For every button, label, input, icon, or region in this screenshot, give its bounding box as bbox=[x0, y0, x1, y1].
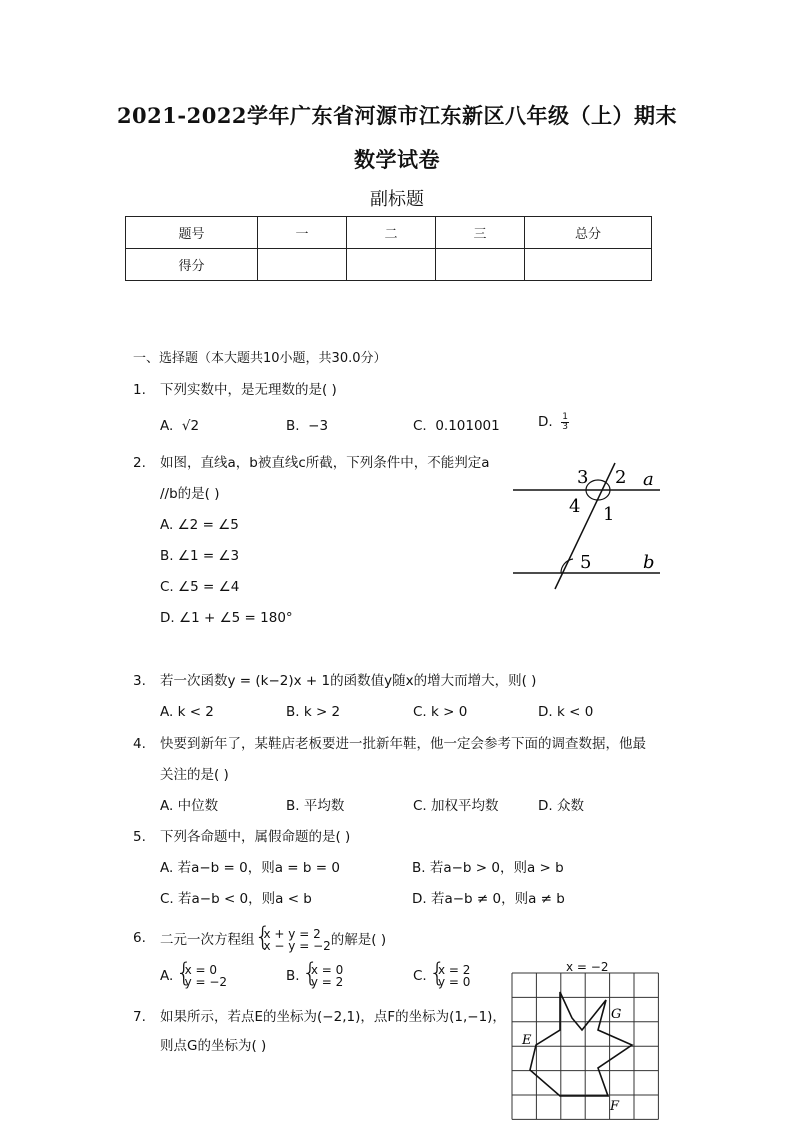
score-input-cell bbox=[525, 249, 652, 281]
question-stem: 快要到新年了，某鞋店老板要进一批新年鞋，他一定会参考下面的调查数据，他最 bbox=[160, 736, 646, 752]
question-number: 3. bbox=[133, 673, 146, 689]
question-number: 5. bbox=[133, 829, 146, 845]
question-stem: 下列各命题中，属假命题的是( ) bbox=[160, 829, 351, 845]
equation-1: { x + y = 2 bbox=[263, 927, 321, 941]
option-label: C. bbox=[413, 968, 427, 984]
option-d: D. 众数 bbox=[538, 798, 584, 814]
question-number: 4. bbox=[133, 736, 146, 752]
question-stem-cont: 关注的是( ) bbox=[160, 767, 229, 783]
question-number: 2. bbox=[133, 455, 146, 471]
score-table bbox=[125, 216, 652, 281]
score-cell: 题号 bbox=[126, 217, 258, 249]
figure-label-5: 5 bbox=[580, 552, 592, 573]
point-label-e: E bbox=[522, 1033, 532, 1048]
option-a: A. k < 2 bbox=[160, 704, 214, 720]
option-value: 0.101001 bbox=[435, 418, 500, 434]
option-system bbox=[431, 964, 470, 988]
question-stem-cont: //b的是( ) bbox=[160, 486, 220, 502]
option-b: B. k > 2 bbox=[286, 704, 341, 720]
option-eq-2: y = 0 bbox=[438, 975, 471, 989]
score-input-cell bbox=[258, 249, 347, 281]
coordinate-grid bbox=[512, 973, 658, 1119]
score-table-score-row bbox=[126, 249, 652, 281]
grid-star-figure bbox=[505, 968, 665, 1123]
option-c: C. 加权平均数 bbox=[413, 798, 499, 814]
option-c: C. ∠5 = ∠4 bbox=[160, 579, 240, 595]
question-number: 7. bbox=[133, 1009, 146, 1025]
option-label: B. bbox=[286, 968, 300, 984]
question-stem: 若一次函数y = (k−2)x + 1的函数值y随x的增大而增大，则( ) bbox=[160, 673, 537, 689]
fraction-denominator: 3 bbox=[562, 421, 569, 432]
option-b bbox=[286, 964, 343, 988]
fraction bbox=[561, 413, 569, 432]
option-value: −3 bbox=[308, 418, 329, 434]
figure-label-a: a bbox=[643, 469, 654, 490]
score-table-header-row bbox=[126, 217, 652, 249]
parallel-lines-figure bbox=[505, 455, 665, 595]
paper-title-line2: 数学试卷 bbox=[354, 147, 440, 172]
question-stem: 如图，直线a，b被直线c所截，下列条件中，不能判定a bbox=[160, 455, 490, 471]
option-value: √2 bbox=[181, 418, 200, 434]
option-d: D. k < 0 bbox=[538, 704, 594, 720]
option-a bbox=[160, 964, 227, 988]
option-b: B. 若a−b > 0，则a > b bbox=[412, 860, 564, 876]
option-eq-1: { x = 0 bbox=[310, 963, 344, 977]
option-b: B. −3 bbox=[286, 418, 329, 434]
figure-label-2: 2 bbox=[615, 467, 627, 488]
equation-2: x − y = −2 bbox=[263, 939, 331, 953]
score-cell: 二 bbox=[347, 217, 436, 249]
option-eq-1: { x = 2 bbox=[438, 963, 471, 977]
figure-label-1: 1 bbox=[603, 504, 615, 525]
option-c: C. k > 0 bbox=[413, 704, 468, 720]
score-input-cell bbox=[347, 249, 436, 281]
question-stem bbox=[160, 928, 386, 952]
score-cell: 三 bbox=[436, 217, 525, 249]
option-system bbox=[304, 964, 343, 988]
option-eq-2: y = 2 bbox=[310, 975, 344, 989]
equation-system bbox=[257, 928, 331, 952]
score-cell: 一 bbox=[258, 217, 347, 249]
question-number: 6. bbox=[133, 930, 146, 946]
option-d: D. 若a−b ≠ 0，则a ≠ b bbox=[412, 891, 565, 907]
section-heading: 一、选择题（本大题共10小题，共30.0分） bbox=[133, 351, 387, 366]
option-eq-2: y = −2 bbox=[184, 975, 228, 989]
figure-label-b: b bbox=[643, 552, 655, 573]
option-a: A. 若a−b = 0，则a = b = 0 bbox=[160, 860, 340, 876]
fraction-numerator: 1 bbox=[562, 411, 569, 422]
option-label: A. bbox=[160, 968, 174, 984]
option-a: A. √2 bbox=[160, 418, 200, 434]
option-b: B. 平均数 bbox=[286, 798, 345, 814]
option-eq-1: { x = 0 bbox=[184, 963, 218, 977]
stem-text: 二元一次方程组 bbox=[160, 932, 255, 948]
option-c: C. 若a−b < 0，则a < b bbox=[160, 891, 312, 907]
option-c: C. 0.101001 bbox=[413, 418, 500, 434]
option-d: D. ∠1 + ∠5 = 180° bbox=[160, 610, 293, 626]
option-d-eq-1: x = −2 bbox=[566, 960, 609, 972]
figure-label-3: 3 bbox=[577, 467, 589, 488]
question-number: 1. bbox=[133, 382, 146, 398]
option-a: A. 中位数 bbox=[160, 798, 219, 814]
paper-subtitle: 副标题 bbox=[370, 189, 424, 210]
question-stem-cont: 则点G的坐标为( ) bbox=[160, 1038, 267, 1054]
option-system bbox=[178, 964, 227, 988]
question-stem: 下列实数中，是无理数的是( ) bbox=[160, 382, 337, 398]
paper-title-line1: 2021-2022学年广东省河源市江东新区八年级（上）期末 bbox=[116, 103, 678, 128]
question-stem: 如果所示，若点E的坐标为(−2,1)，点F的坐标为(1,−1)， bbox=[160, 1009, 506, 1025]
option-b: B. ∠1 = ∠3 bbox=[160, 548, 240, 564]
stem-text: 的解是( ) bbox=[330, 932, 387, 948]
figure-label-4: 4 bbox=[569, 496, 581, 517]
option-a: A. ∠2 = ∠5 bbox=[160, 517, 239, 533]
score-cell: 得分 bbox=[126, 249, 258, 281]
score-cell: 总分 bbox=[525, 217, 652, 249]
option-d: D. $\frac{1}{3}$ bbox=[538, 411, 569, 432]
point-label-f: F bbox=[610, 1099, 620, 1114]
score-input-cell bbox=[436, 249, 525, 281]
option-c bbox=[413, 964, 470, 988]
point-label-g: G bbox=[611, 1007, 622, 1022]
